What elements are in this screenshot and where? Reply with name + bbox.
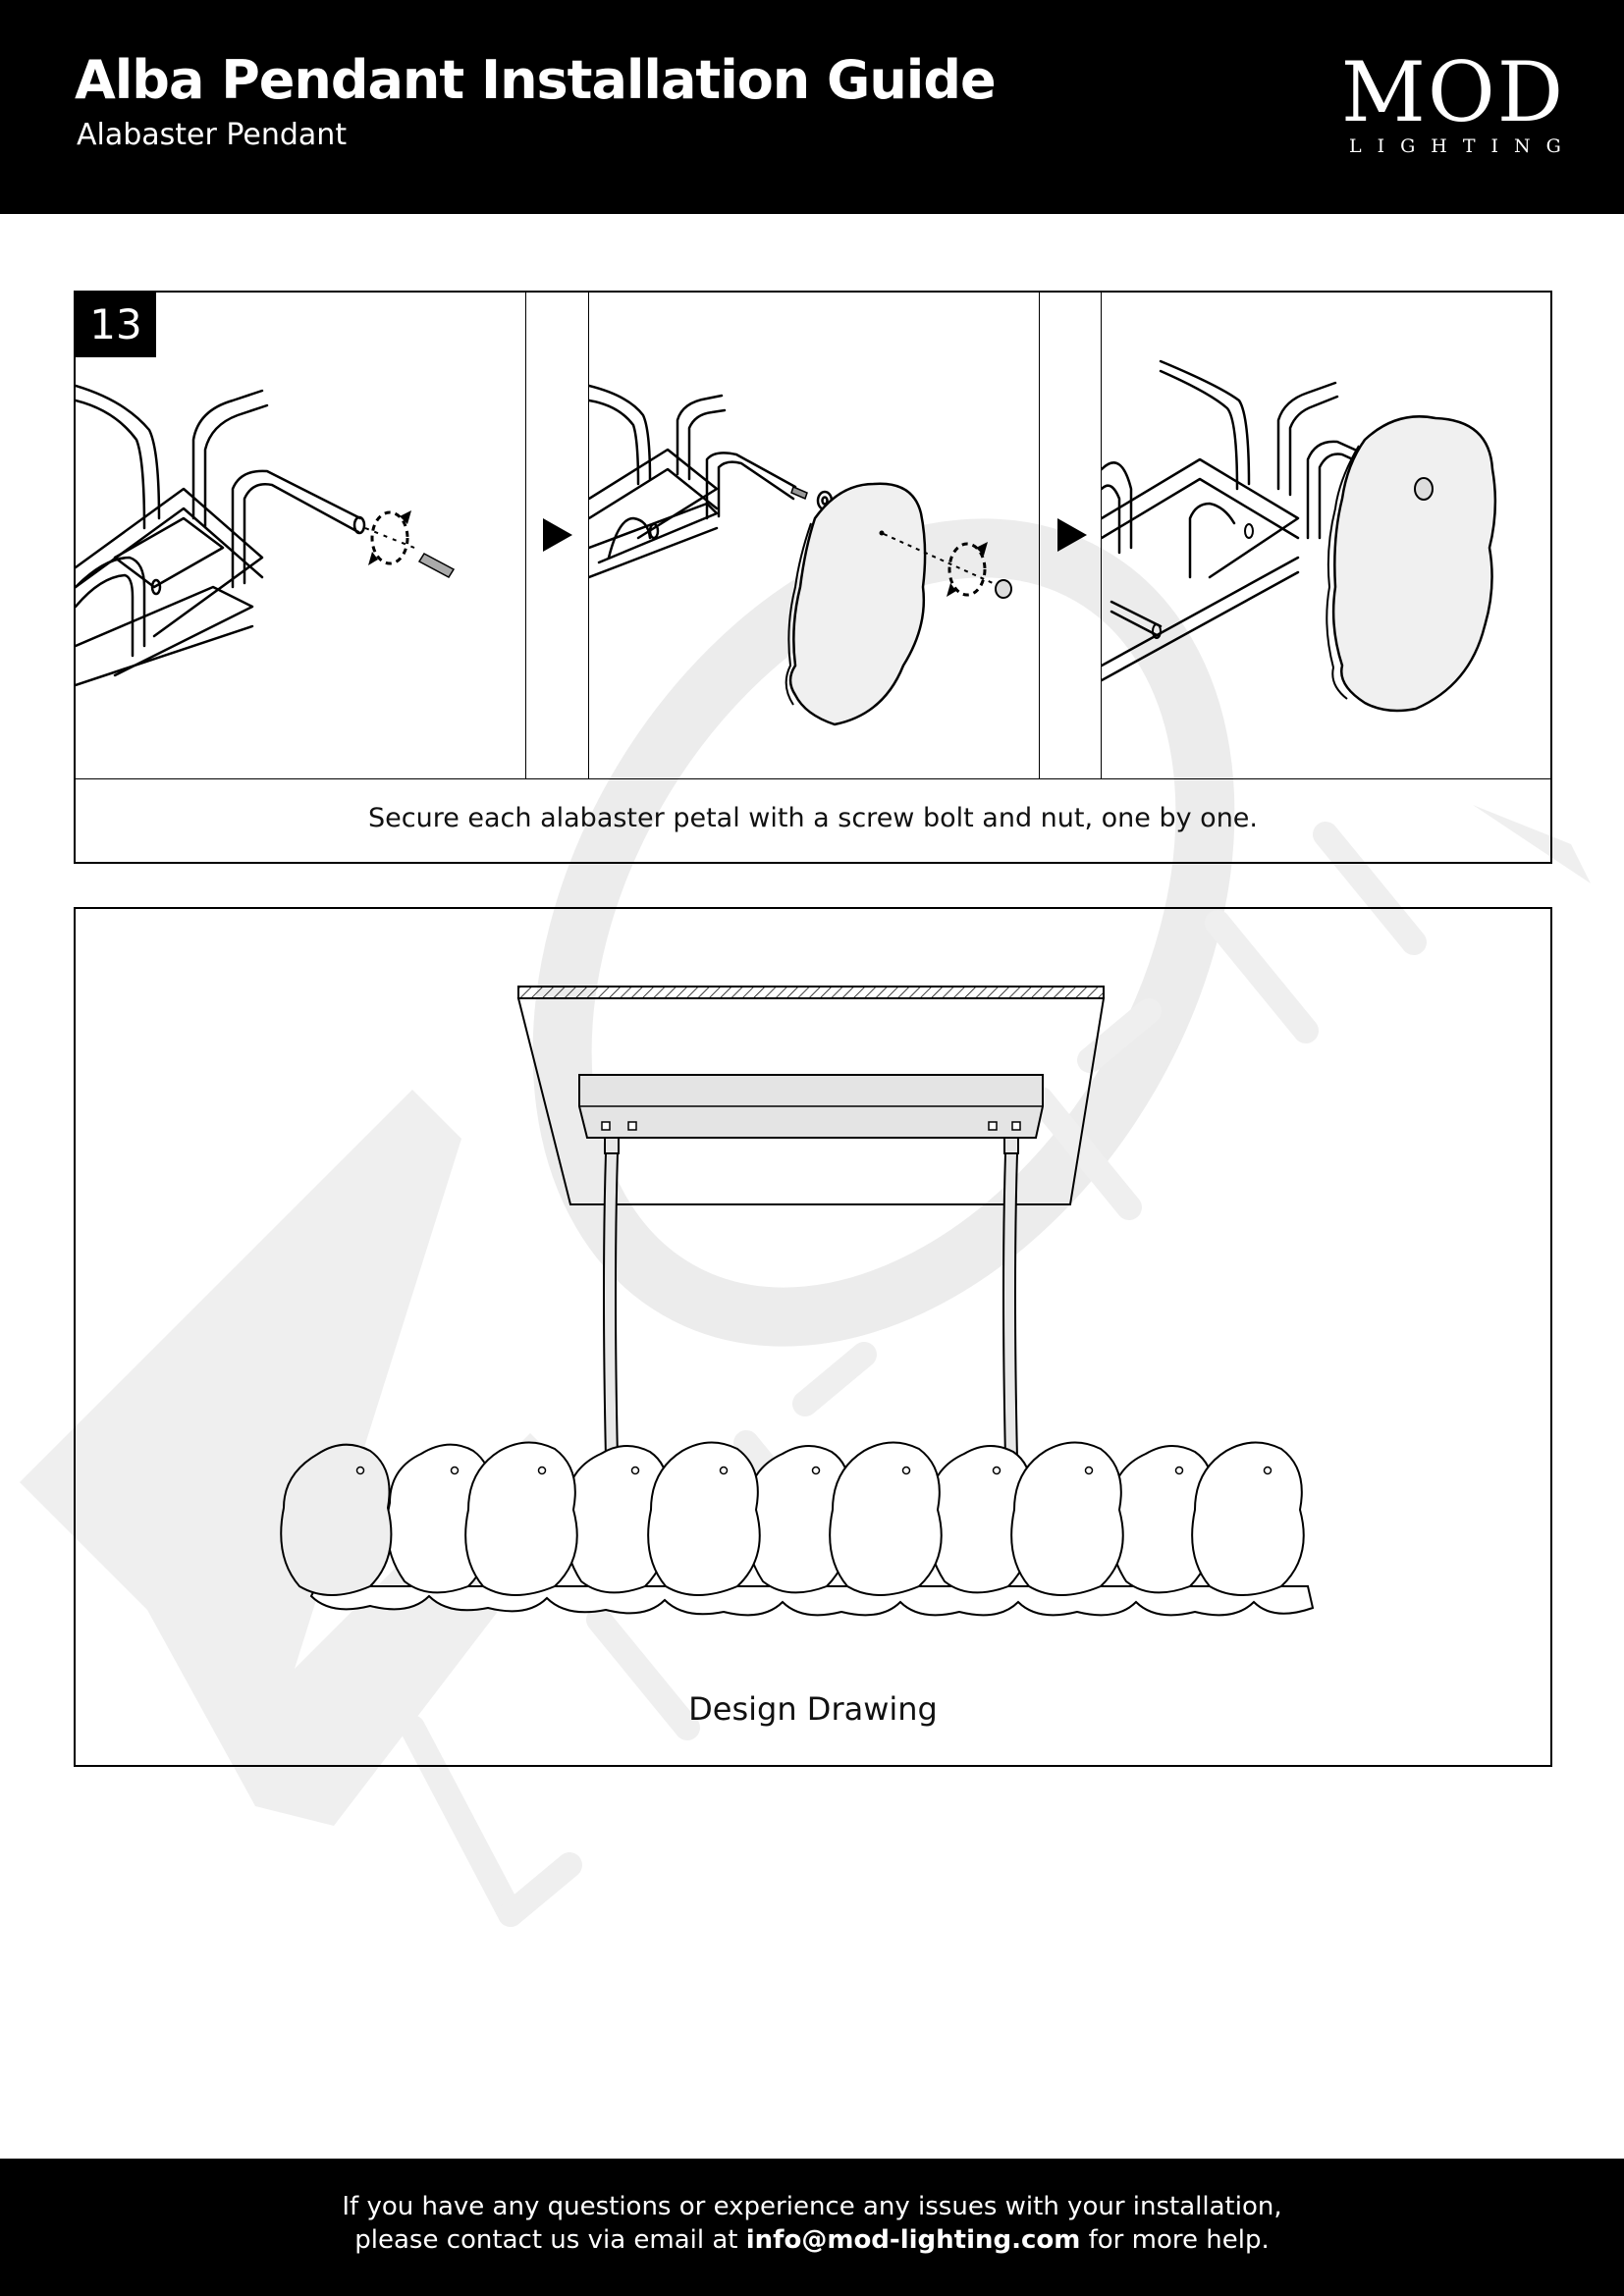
footer-line-1: If you have any questions or experience any issues with your installation, (342, 2192, 1282, 2221)
petal-bolt-illustration (589, 293, 1039, 778)
design-caption: Design Drawing (688, 1690, 938, 1728)
step-panel-2 (588, 293, 1040, 778)
logo-subtext: LIGHTING (1349, 135, 1577, 157)
step-arrow-2 (1057, 518, 1087, 552)
step-panel-1 (76, 293, 526, 778)
step-arrow-1 (543, 518, 572, 552)
step-number-badge: 13 (76, 293, 156, 357)
page-footer (0, 2159, 1624, 2296)
step-13-box (74, 291, 1552, 864)
step-panel-3 (1101, 293, 1551, 778)
page-title: Alba Pendant Installation Guide (75, 49, 996, 111)
brand-logo (1335, 44, 1577, 159)
footer-line-2-prefix: please contact us via email at (354, 2225, 746, 2255)
logo-word: MOD (1340, 44, 1566, 140)
design-drawing-box (74, 907, 1552, 1767)
petal-shape (790, 484, 925, 724)
page-subtitle: Alabaster Pendant (77, 118, 348, 152)
pendant-design-drawing (76, 909, 1550, 1675)
contact-email-link[interactable]: info@mod-lighting.com (745, 2225, 1081, 2255)
page-header (0, 0, 1624, 214)
petal-secured-illustration (1102, 293, 1551, 778)
footer-line-2-suffix: for more help. (1080, 2225, 1270, 2255)
footer-line-2 (0, 2223, 1624, 2257)
step-caption: Secure each alabaster petal with a screw bolt and nut, one by one. (367, 803, 1259, 833)
petal-shape-secured (1333, 416, 1495, 711)
petal-row (281, 1442, 1313, 1615)
ceiling-hatch (518, 987, 1104, 998)
caption-divider (76, 778, 1550, 779)
frame-bolt-illustration (76, 293, 525, 778)
